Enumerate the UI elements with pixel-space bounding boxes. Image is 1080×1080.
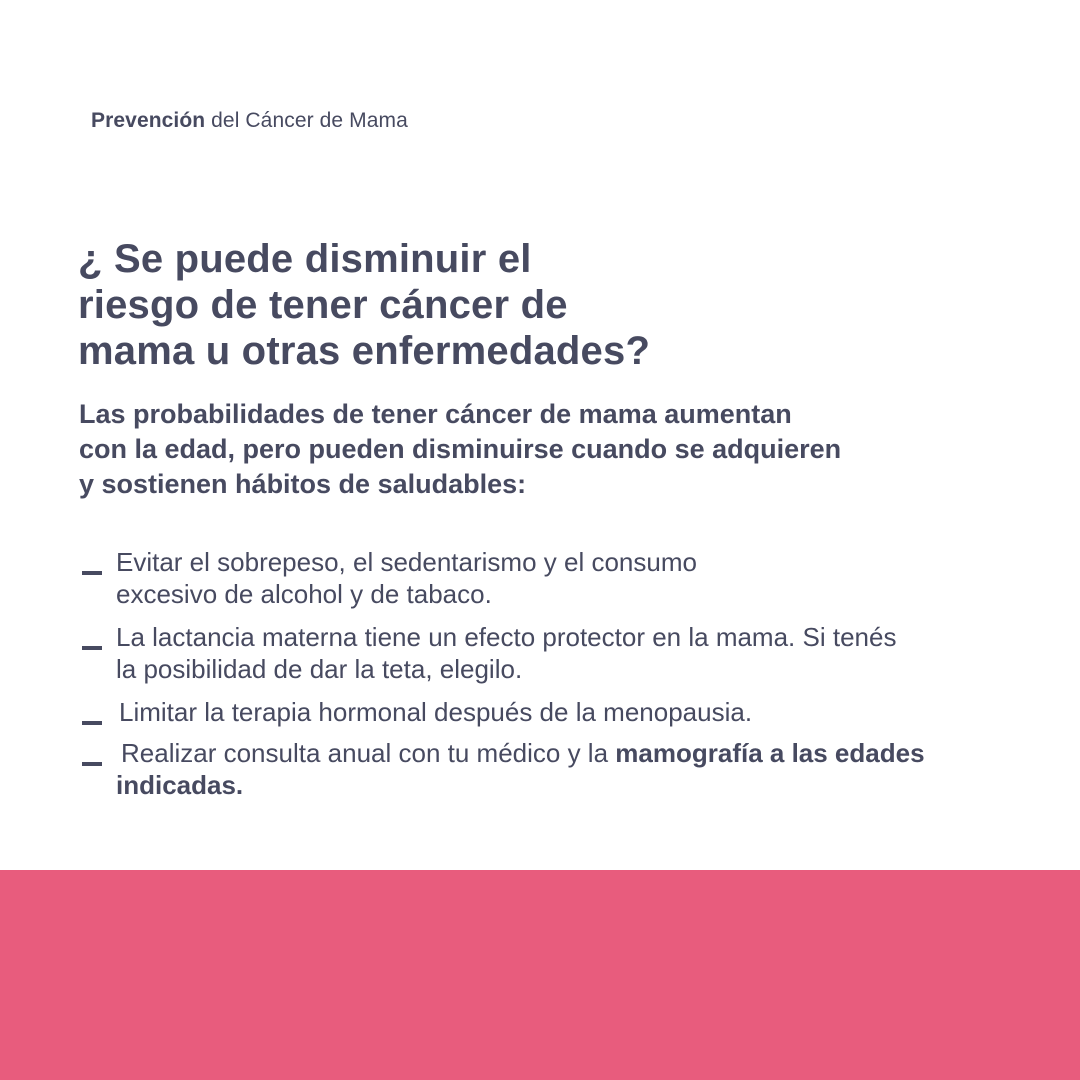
dash-bullet-icon [82, 571, 102, 575]
tip-4-line-1 [116, 737, 1040, 769]
tips-list [80, 546, 1040, 801]
headline [78, 236, 838, 374]
tip-2-line-1: La lactancia materna tiene un efecto protector en la mama. Si tenés [116, 622, 897, 652]
list-item [80, 621, 1040, 685]
series-label [91, 108, 408, 134]
list-item [80, 546, 1040, 610]
intro-line-1: Las probabilidades de tener cáncer de mama aumentan [79, 399, 792, 429]
dash-bullet-icon [82, 762, 102, 766]
list-item [80, 737, 1040, 801]
headline-line-3: mama u otras enfermedades? [78, 329, 651, 373]
dash-bullet-icon [82, 646, 102, 650]
intro-paragraph [79, 397, 1039, 502]
tip-3-line-1: Limitar la terapia hormonal después de la menopausia. [119, 697, 753, 727]
tip-1-line-2: excesivo de alcohol y de tabaco. [116, 579, 492, 609]
headline-line-1: ¿ Se puede disminuir el [78, 237, 532, 281]
tip-4-emphasis-2: indicadas. [116, 770, 244, 800]
intro-line-2: con la edad, pero pueden disminuirse cuando se adquieren [79, 434, 842, 464]
accent-band [0, 870, 1080, 1080]
series-label-strong: Prevención [91, 109, 206, 132]
tip-2-line-2: la posibilidad de dar la teta, elegilo. [116, 654, 523, 684]
series-label-rest: del Cáncer de Mama [205, 109, 408, 132]
list-item [80, 696, 1040, 728]
headline-line-2: riesgo de tener cáncer de [78, 283, 568, 327]
tip-4-emphasis-1: mamografía a las edades [615, 738, 925, 768]
tip-1-line-1: Evitar el sobrepeso, el sedentarismo y el consumo [116, 547, 697, 577]
intro-line-3: y sostienen hábitos de saludables: [79, 469, 527, 499]
tip-4-plain-text: Realizar consulta anual con tu médico y la [121, 738, 616, 768]
dash-bullet-icon [82, 721, 102, 725]
